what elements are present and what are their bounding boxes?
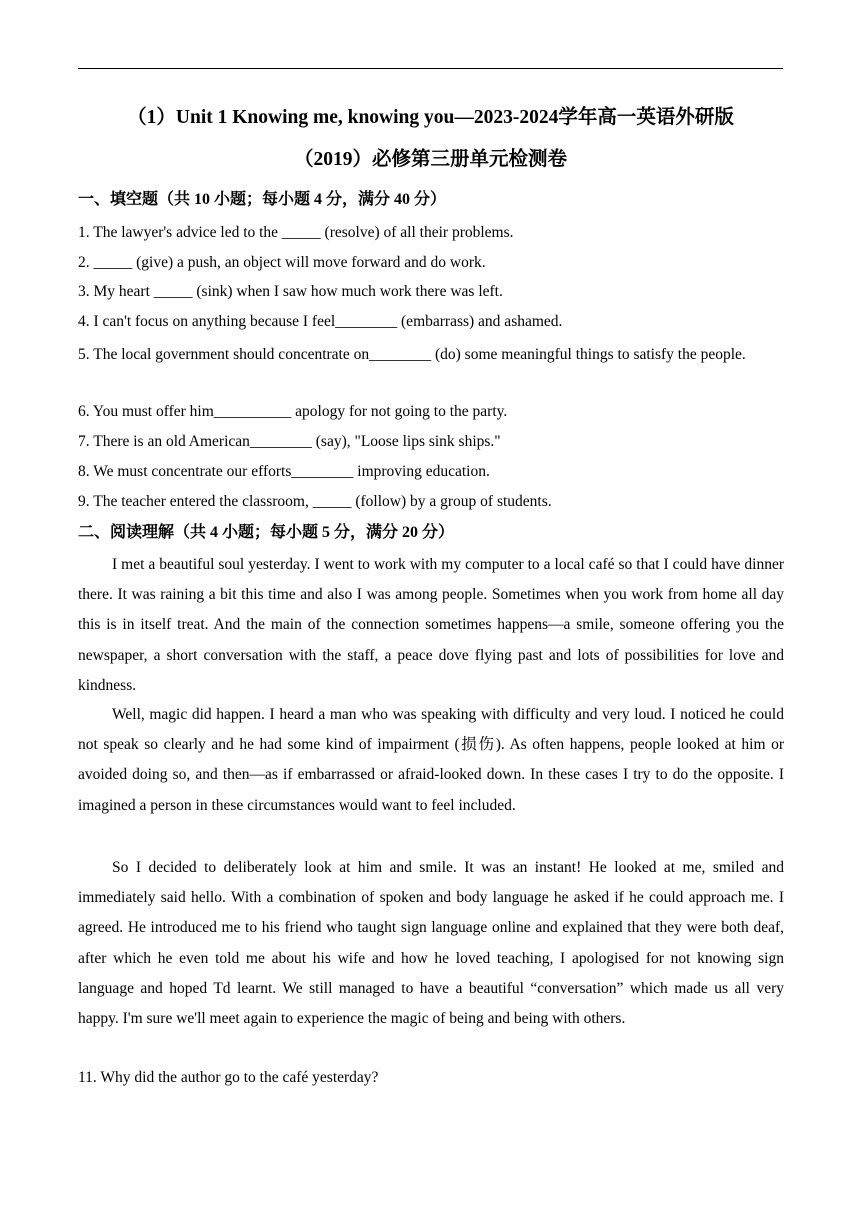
- question-6: 6. You must offer him__________ apology for not going to the party.: [78, 403, 508, 420]
- header-rule: [78, 68, 783, 69]
- reading-paragraph-1: I met a beautiful soul yesterday. I went to work with my computer to a local café so that I could have dinner there. It was raining a bit this time and also I was among people. Sometimes when you work from home all day this is in itself treat. And the main of the connection sometimes happens—a smile, someone offering you the newspaper, a short conversation with the staff, a peace dove flying past and lots of possibilities for love and kindness.: [78, 556, 784, 694]
- page-title-line-1: （1）Unit 1 Knowing me, knowing you—2023-2024学年高一英语外研版: [127, 107, 734, 128]
- question-2: 2. _____ (give) a push, an object will move forward and do work.: [78, 254, 486, 271]
- section-heading-reading: 二、阅读理解（共 4 小题；每小题 5 分，满分 20 分）: [78, 524, 455, 541]
- question-7: 7. There is an old American________ (say), "Loose lips sink ships.": [78, 433, 501, 450]
- question-1: 1. The lawyer's advice led to the _____ (resolve) of all their problems.: [78, 224, 514, 241]
- question-8: 8. We must concentrate our efforts________ improving education.: [78, 463, 490, 480]
- question-9: 9. The teacher entered the classroom, _____ (follow) by a group of students.: [78, 493, 552, 510]
- question-4: 4. I can't focus on anything because I feel________ (embarrass) and ashamed.: [78, 313, 563, 330]
- question-5: 5. The local government should concentrate on________ (do) some meaningful things to satisfy the people.: [78, 346, 746, 363]
- reading-paragraph-2: Well, magic did happen. I heard a man who was speaking with difficulty and very loud. I noticed he could not speak so clearly and he had some kind of impairment (损伤). As often happens, people looked at him or avoided doing so, and then—as if embarrassed or afraid-looked down. In these cases I try to do the opposite. I imagined a person in these circumstances would want to feel included.: [78, 706, 784, 814]
- question-11: 11. Why did the author go to the café yesterday?: [78, 1069, 379, 1086]
- page-title-line-2: （2019）必修第三册单元检测卷: [293, 149, 567, 170]
- reading-paragraph-3: So I decided to deliberately look at him and smile. It was an instant! He looked at me, smiled and immediately said hello. With a combination of spoken and body language he asked if he could approach me. I agreed. He introduced me to his friend who taught sign language online and explained that they were both deaf, after which he even told me about his wife and how he loved teaching, I apologised for not knowing sign language and hoped Td learnt. We still managed to have a beautiful “conversation” which made us all very happy. I'm sure we'll meet again to experience the magic of being and being with others.: [78, 859, 784, 1028]
- question-3: 3. My heart _____ (sink) when I saw how much work there was left.: [78, 283, 503, 300]
- section-heading-fill-blank: 一、填空题（共 10 小题；每小题 4 分，满分 40 分）: [78, 191, 447, 208]
